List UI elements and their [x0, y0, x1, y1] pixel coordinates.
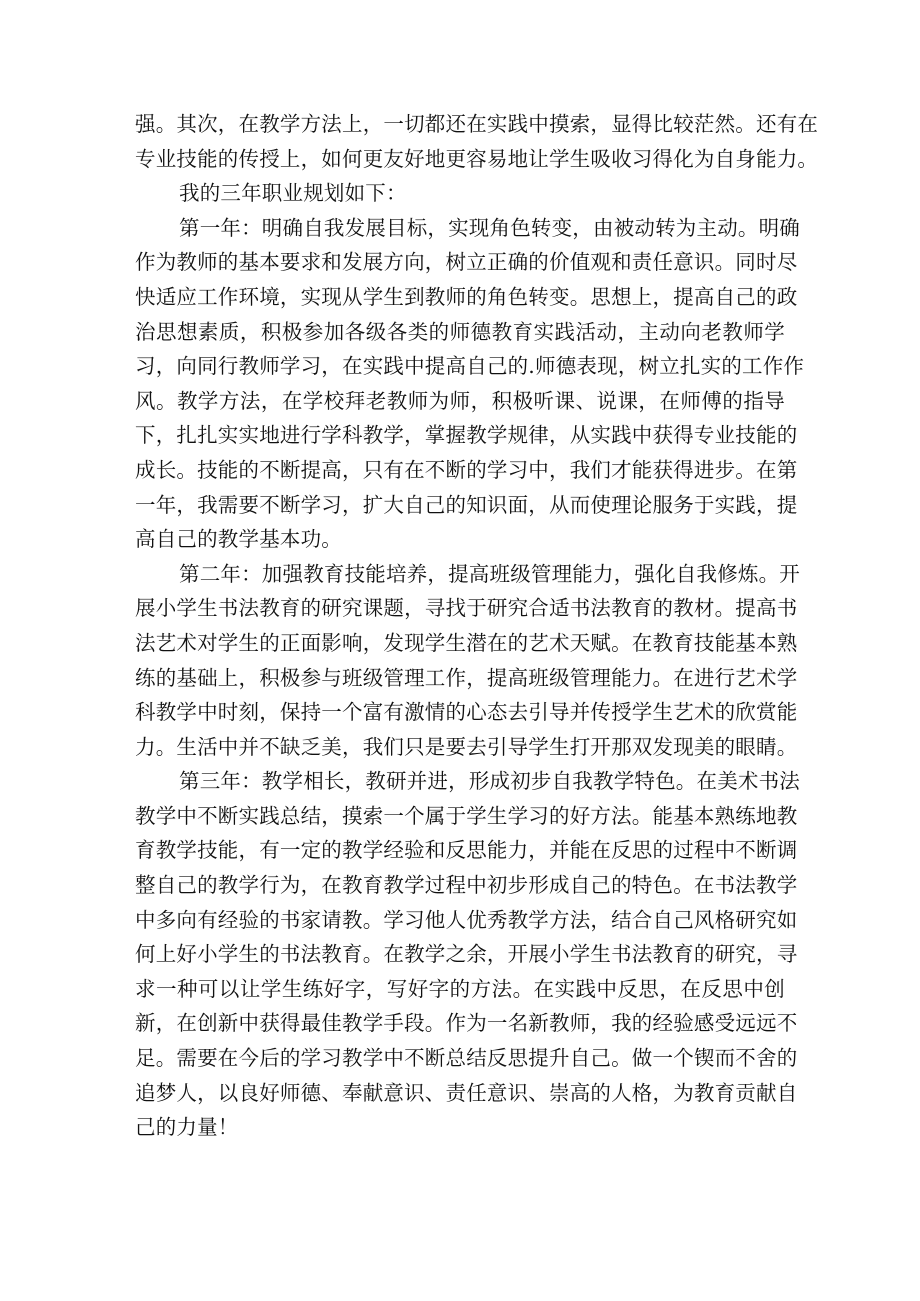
text-line: 展小学生书法教育的研究课题，寻找于研究合适书法教育的教材。提高书: [135, 596, 798, 621]
text-line: 育教学技能，有一定的教学经验和反思能力，并能在反思的过程中不断调: [135, 838, 798, 863]
paragraph: [135, 176, 785, 211]
text-line: 足。需要在今后的学习教学中不断总结反思提升自己。做一个锲而不舍的: [135, 1046, 798, 1071]
text-line: 第三年：教学相长，教研并进，形成初步自我教学特色。在美术书法: [179, 769, 800, 794]
text-line: 一年，我需要不断学习，扩大自己的知识面，从而使理论服务于实践，提: [135, 492, 798, 517]
text-line: 整自己的教学行为，在教育教学过程中初步形成自己的特色。在书法教学: [135, 873, 798, 898]
text-line: 教学中不断实践总结，摸索一个属于学生学习的好方法。能基本熟练地教: [135, 803, 798, 828]
text-line: 高自己的教学基本功。: [135, 527, 342, 552]
text-line: 第一年：明确自我发展目标，实现角色转变，由被动转为主动。明确: [179, 215, 800, 240]
text-line: 我的三年职业规划如下：: [179, 181, 407, 206]
paragraph: [135, 107, 819, 176]
document-body: [135, 107, 819, 1145]
text-line: 快适应工作环境，实现从学生到教师的角色转变。思想上，提高自己的政: [135, 284, 798, 309]
text-line: 新，在创新中获得最佳教学手段。作为一名新教师，我的经验感受远远不: [135, 1011, 798, 1036]
paragraph: [135, 764, 800, 1145]
text-line: 科教学中时刻，保持一个富有激情的心态去引导并传授学生艺术的欣赏能: [135, 700, 798, 725]
text-line: 下，扎扎实实地进行学科教学，掌握教学规律，从实践中获得专业技能的: [135, 423, 798, 448]
text-line: 强。其次，在教学方法上，一切都还在实践中摸索，显得比较茫然。还有在: [135, 112, 819, 136]
text-line: 中多向有经验的书家请教。学习他人优秀教学方法，结合自己风格研究如: [135, 907, 798, 932]
text-line: 专业技能的传授上，如何更友好地更容易地让学生吸收习得化为自身能力。: [135, 146, 819, 171]
paragraph: [135, 557, 800, 765]
text-line: 风。教学方法，在学校拜老教师为师，积极听课、说课，在师傅的指导: [135, 388, 785, 413]
text-line: 己的力量！: [135, 1115, 239, 1140]
text-line: 第二年：加强教育技能培养，提高班级管理能力，强化自我修炼。开: [179, 561, 800, 586]
text-line: 追梦人，以良好师德、奉献意识、责任意识、崇高的人格，为教育贡献自: [135, 1080, 798, 1105]
paragraph: [135, 211, 805, 557]
text-line: 求一种可以让学生练好字，写好字的方法。在实践中反思，在反思中创: [135, 976, 785, 1001]
text-line: 何上好小学生的书法教育。在教学之余，开展小学生书法教育的研究，寻: [135, 942, 798, 967]
text-line: 治思想素质，积极参加各级各类的师德教育实践活动，主动向老教师学: [135, 319, 785, 344]
text-line: 力。生活中并不缺乏美，我们只是要去引导学生打开那双发现美的眼睛。: [135, 734, 798, 759]
text-line: 作为教师的基本要求和发展方向，树立正确的价值观和责任意识。同时尽: [135, 250, 798, 275]
text-line: 法艺术对学生的正面影响，发现学生潜在的艺术天赋。在教育技能基本熟: [135, 630, 798, 655]
text-line: 练的基础上，积极参与班级管理工作，提高班级管理能力。在进行艺术学: [135, 665, 798, 690]
text-line: 习，向同行教师学习，在实践中提高自己的.师德表现，树立扎实的工作作: [135, 354, 805, 379]
text-line: 成长。技能的不断提高，只有在不断的学习中，我们才能获得进步。在第: [135, 457, 798, 482]
